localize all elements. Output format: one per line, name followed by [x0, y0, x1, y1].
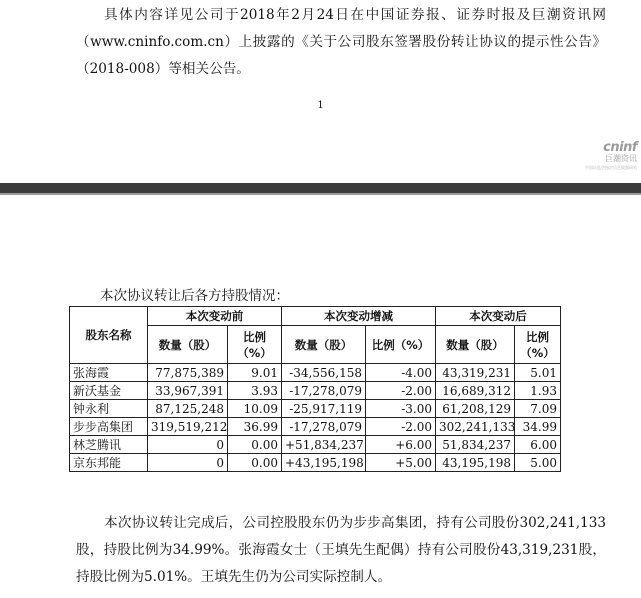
header-shareholder-name: 股东名称 [70, 307, 148, 364]
cell-before-qty: 77,875,389 [148, 364, 228, 382]
cell-before-qty: 0 [148, 454, 228, 472]
cell-after-qty: 43,319,231 [436, 364, 515, 382]
cell-after-qty: 302,241,133 [436, 418, 515, 436]
cell-before-ratio: 3.93 [228, 382, 282, 400]
cell-after-ratio: 6.00 [515, 436, 561, 454]
cell-after-ratio: 34.99 [515, 418, 561, 436]
header-change-qty: 数量（股） [282, 326, 366, 364]
cell-change-qty: -17,278,079 [282, 418, 366, 436]
cell-change-ratio: -2.00 [366, 418, 436, 436]
cell-before-ratio: 0.00 [228, 436, 282, 454]
table-row [70, 418, 561, 436]
cell-change-qty: +51,834,237 [282, 436, 366, 454]
header-change-ratio: 比例（%） [366, 326, 436, 364]
cell-name: 京东邦能 [70, 454, 148, 472]
cell-after-ratio: 5.01 [515, 364, 561, 382]
header-change: 本次变动增减 [282, 307, 436, 326]
table-header-row [70, 307, 561, 326]
table-row [70, 400, 561, 418]
cell-name: 林芝腾讯 [70, 436, 148, 454]
cell-name: 张海霞 [70, 364, 148, 382]
cell-before-ratio: 10.09 [228, 400, 282, 418]
header-before: 本次变动前 [148, 307, 282, 326]
cell-after-ratio: 5.00 [515, 454, 561, 472]
header-after-ratio: 比例 （%） [515, 326, 561, 364]
page-separator-shadow [0, 193, 641, 195]
shareholding-table [69, 306, 561, 472]
table-row [70, 454, 561, 472]
cell-after-qty: 43,195,198 [436, 454, 515, 472]
page-separator [0, 183, 641, 193]
cell-name: 钟永利 [70, 400, 148, 418]
cell-name: 步步高集团 [70, 418, 148, 436]
header-after-qty: 数量（股） [436, 326, 515, 364]
cell-change-qty: +43,195,198 [282, 454, 366, 472]
cell-after-qty: 61,208,129 [436, 400, 515, 418]
header-after: 本次变动后 [436, 307, 561, 326]
cell-after-ratio: 7.09 [515, 400, 561, 418]
header-before-qty: 数量（股） [148, 326, 228, 364]
cell-change-ratio: -4.00 [366, 364, 436, 382]
page-number: 1 [317, 100, 324, 111]
cell-before-ratio: 0.00 [228, 454, 282, 472]
header-before-ratio: 比例 （%） [228, 326, 282, 364]
cninfo-watermark-logo: cninf 巨潮资讯 中国证监会指定信息披露网站 [585, 140, 637, 170]
table-caption: 本次协议转让后各方持股情况： [100, 288, 289, 304]
cell-before-qty: 319,519,212 [148, 418, 228, 436]
cell-after-qty: 16,689,312 [436, 382, 515, 400]
page-1 [0, 0, 641, 183]
table-row [70, 436, 561, 454]
cell-change-ratio: +5.00 [366, 454, 436, 472]
cell-before-qty: 87,125,248 [148, 400, 228, 418]
cell-change-qty: -34,556,158 [282, 364, 366, 382]
cell-change-ratio: +6.00 [366, 436, 436, 454]
table-row [70, 364, 561, 382]
paragraph-announcement-reference: 具体内容详见公司于2018年2月24日在中国证券报、证券时报及巨潮资讯网（www.cninfo.com.cn）上披露的《关于公司股东签署股份转让协议的提示性公告》（2018-008）等相关公告。 [76, 7, 606, 77]
cell-before-qty: 33,967,391 [148, 382, 228, 400]
cell-change-ratio: -3.00 [366, 400, 436, 418]
cell-after-qty: 51,834,237 [436, 436, 515, 454]
cell-change-ratio: -2.00 [366, 382, 436, 400]
paragraph-conclusion: 本次协议转让完成后，公司控股股东仍为步步高集团，持有公司股份302,241,133股，持股比例为34.99%。张海霞女士（王填先生配偶）持有公司股份43,319,231股，持股比例为5.01%。王填先生仍为公司实际控制人。 [76, 515, 606, 585]
cell-before-ratio: 36.99 [228, 418, 282, 436]
cell-before-ratio: 9.01 [228, 364, 282, 382]
cell-before-qty: 0 [148, 436, 228, 454]
cell-after-ratio: 1.93 [515, 382, 561, 400]
table-row [70, 382, 561, 400]
cell-change-qty: -17,278,079 [282, 382, 366, 400]
cell-change-qty: -25,917,119 [282, 400, 366, 418]
cell-name: 新沃基金 [70, 382, 148, 400]
